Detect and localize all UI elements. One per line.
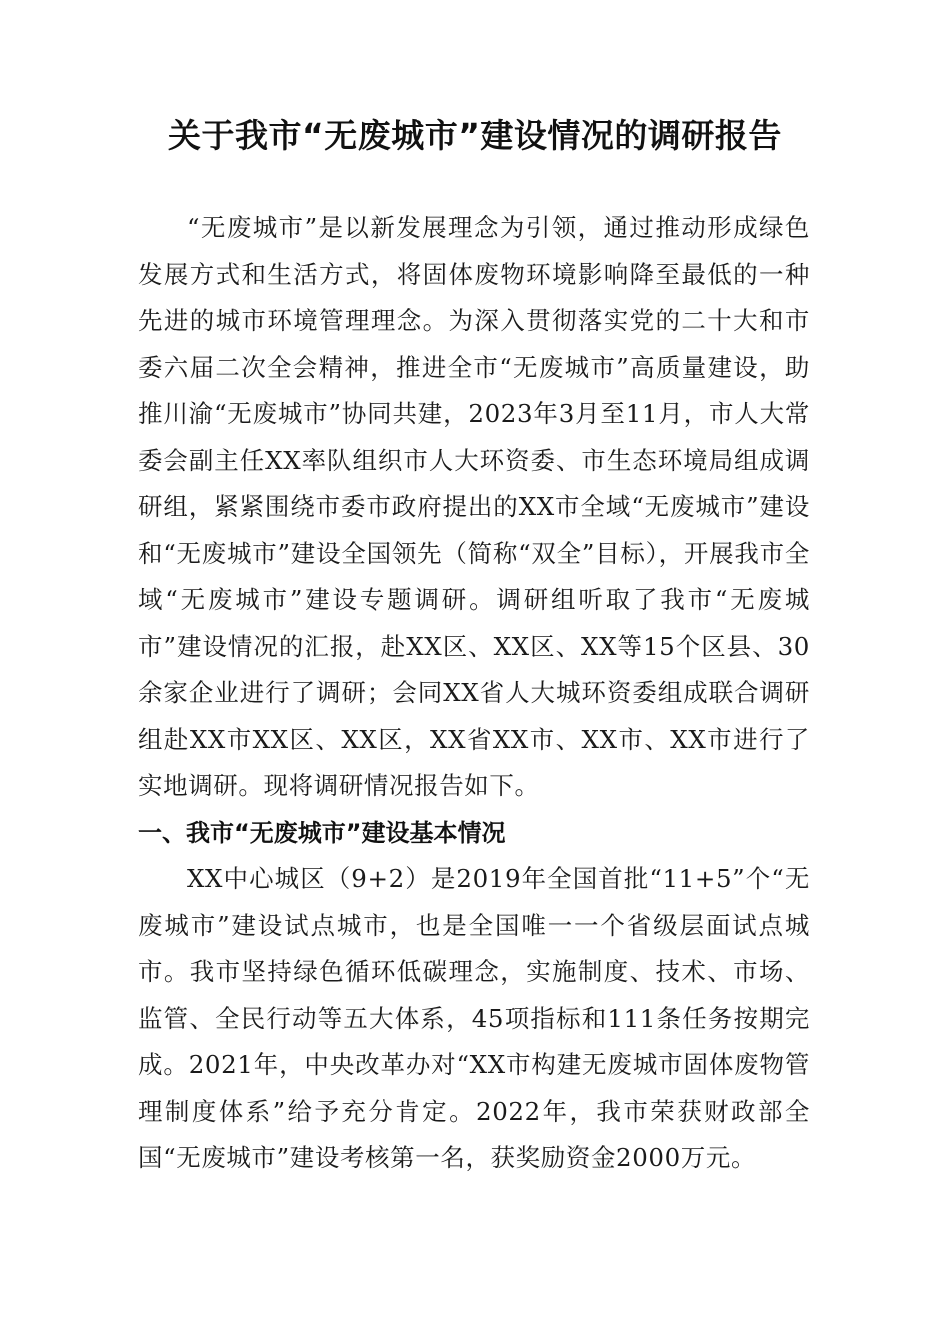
section-heading-1: 一、我市“无废城市”建设基本情况	[138, 818, 506, 847]
section-1-paragraph: XX中心城区（9+2）是2019年全国首批“11+5”个“无废城市”建设试点城市，也是全国唯一一个省级层面试点城市。我市坚持绿色循环低碳理念，实施制度、技术、市场、监管、全民行动等五大体系，45项指标和111条任务按期完成。2021年，中央改革办对“XX市构建无废城市固体废物管理制度体系”给予充分肯定。2022年，我市荣获财政部全国“无废城市”建设考核第一名，获奖励资金2000万元。	[138, 864, 810, 1172]
document-title: 关于我市“无废城市”建设情况的调研报告	[168, 116, 782, 155]
document-body	[138, 205, 810, 1182]
intro-paragraph: “无废城市”是以新发展理念为引领，通过推动形成绿色发展方式和生活方式，将固体废物环境影响降至最低的一种先进的城市环境管理理念。为深入贯彻落实党的二十大和市委六届二次全会精神，推进全市“无废城市”高质量建设，助推川渝“无废城市”协同共建，2023年3月至11月，市人大常委会副主任XX率队组织市人大环资委、市生态环境局组成调研组，紧紧围绕市委市政府提出的XX市全域“无废城市”建设和“无废城市”建设全国领先（简称“双全”目标），开展我市全域“无废城市”建设专题调研。调研组听取了我市“无废城市”建设情况的汇报，赴XX区、XX区、XX等15个区县、30余家企业进行了调研；会同XX省人大城环资委组成联合调研组赴XX市XX区、XX区，XX省XX市、XX市、XX市进行了实地调研。现将调研情况报告如下。	[138, 213, 810, 800]
